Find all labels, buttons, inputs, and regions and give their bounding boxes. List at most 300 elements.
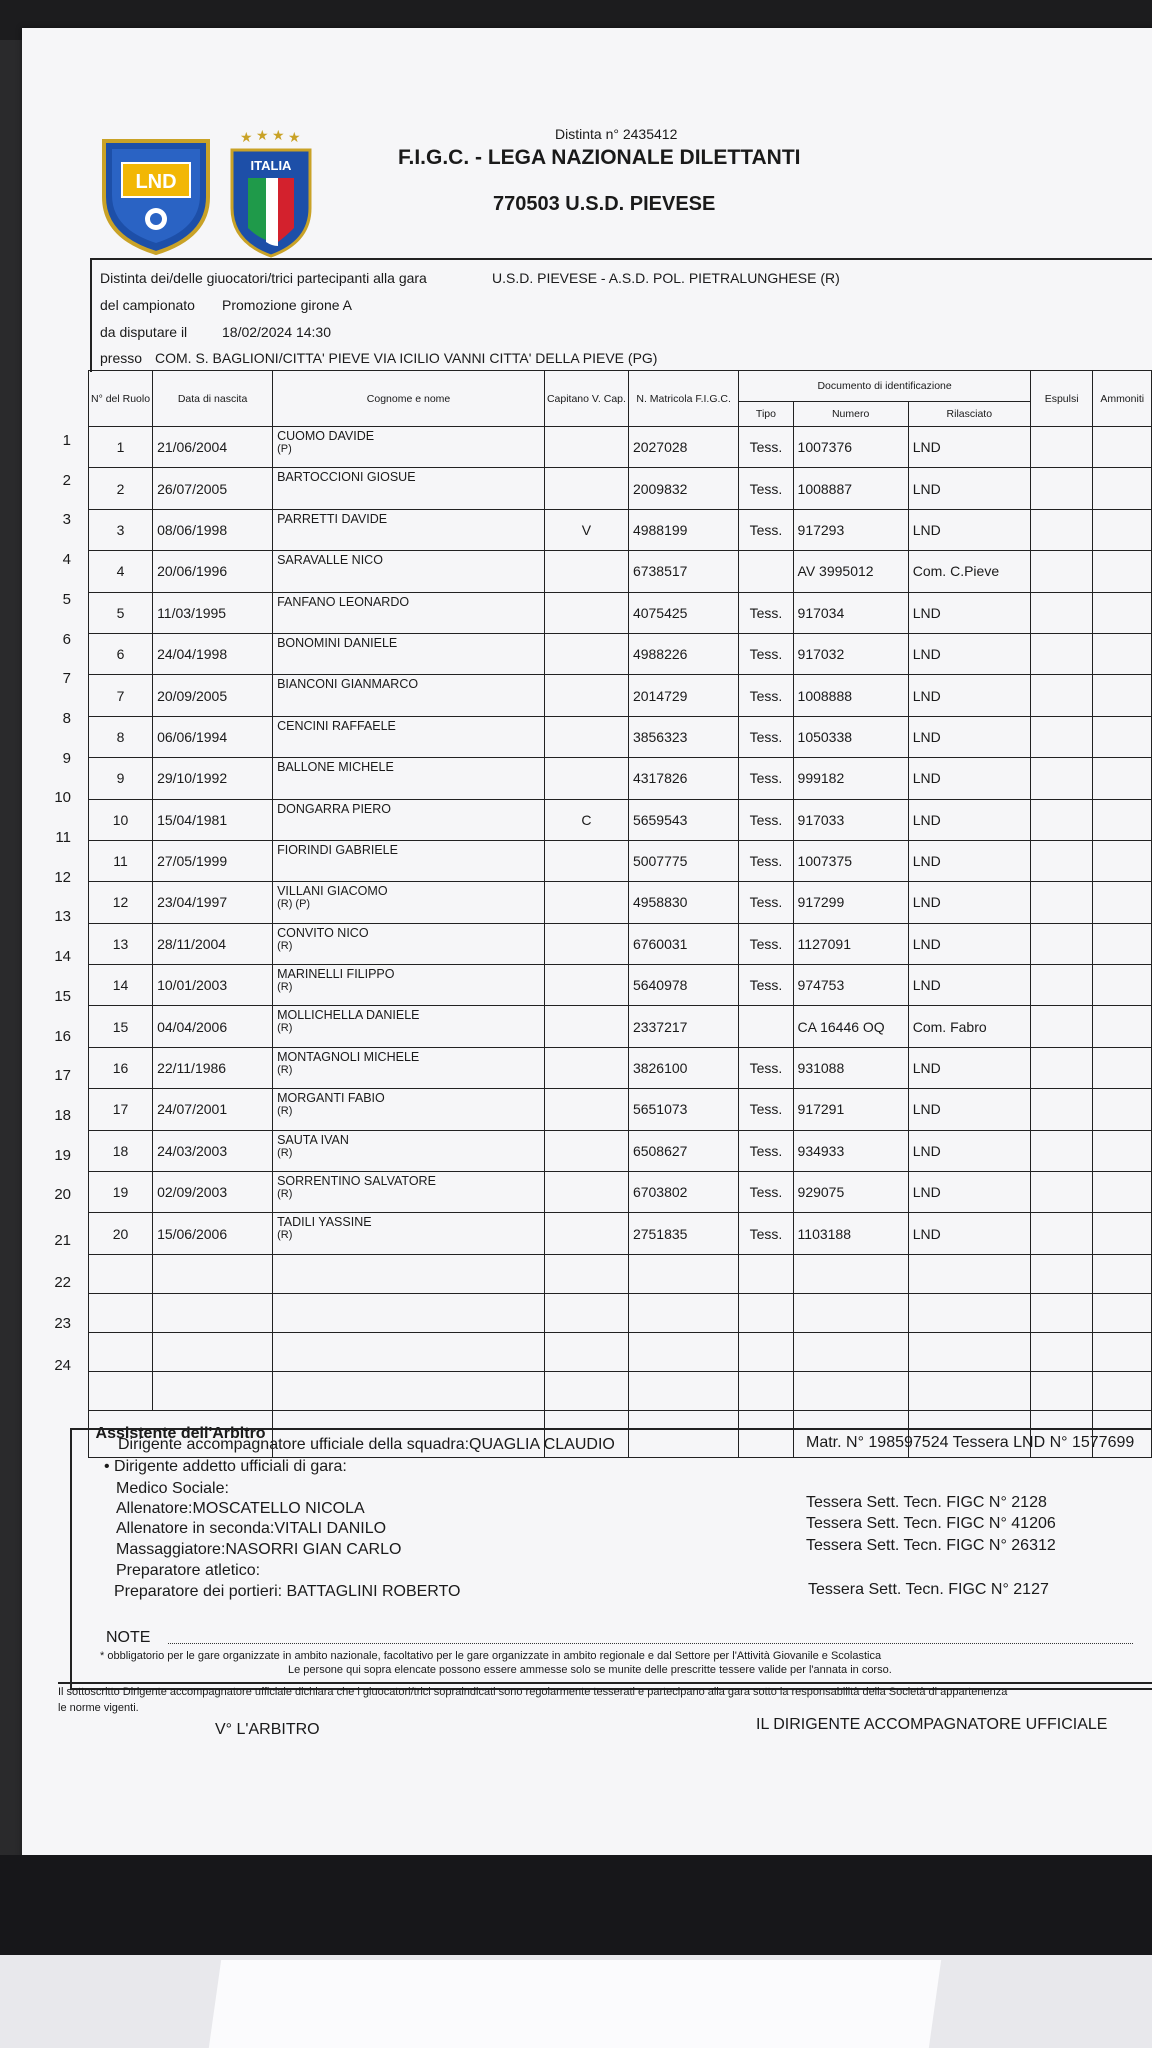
cell-ruolo: 8 <box>89 716 153 757</box>
player-name: FANFANO LEONARDO <box>277 594 410 609</box>
cell-ammoniti <box>1093 551 1152 592</box>
cell-nascita: 06/06/1994 <box>153 716 273 757</box>
cell-espulsi <box>1030 633 1093 674</box>
svg-text:★: ★ <box>288 129 301 145</box>
empty-cell <box>628 1293 738 1332</box>
empty-cell <box>908 1371 1030 1410</box>
cell-rilasciato: LND <box>908 509 1030 550</box>
cell-nascita: 04/04/2006 <box>153 1006 273 1047</box>
cell-tipo: Tess. <box>739 1047 793 1088</box>
cell-numero: 917291 <box>793 1089 908 1130</box>
empty-cell <box>544 1293 628 1332</box>
row-number: 23 <box>54 1315 71 1332</box>
empty-cell <box>544 1254 628 1293</box>
cell-ruolo: 9 <box>89 758 153 799</box>
presso-label: presso <box>100 350 143 366</box>
cell-matricola: 6760031 <box>628 923 738 964</box>
cell-nascita: 28/11/2004 <box>153 923 273 964</box>
row-number: 8 <box>62 709 71 727</box>
cell-matricola: 2009832 <box>628 468 738 509</box>
cell-nascita: 20/09/2005 <box>153 675 273 716</box>
cell-tipo: Tess. <box>739 468 793 509</box>
cell-nascita: 02/09/2003 <box>153 1172 273 1213</box>
cell-nascita: 08/06/1998 <box>153 509 273 550</box>
cell-ammoniti <box>1093 758 1152 799</box>
player-name: PARRETTI DAVIDE <box>277 511 388 526</box>
cell-tipo: Tess. <box>739 1130 793 1171</box>
col-capitano: Capitano V. Cap. <box>544 371 628 427</box>
cell-capitano <box>544 1130 628 1171</box>
cell-nascita: 15/04/1981 <box>153 799 273 840</box>
cell-capitano <box>544 592 628 633</box>
cell-tipo: Tess. <box>739 633 793 674</box>
cell-espulsi <box>1030 840 1093 881</box>
cell-ruolo: 7 <box>89 675 153 716</box>
cell-tipo: Tess. <box>739 675 793 716</box>
empty-cell <box>628 1254 738 1293</box>
cell-numero: 1103188 <box>793 1213 908 1254</box>
row-number: 15 <box>54 987 71 1005</box>
presso-value: COM. S. BAGLIONI/CITTA' PIEVE VIA ICILIO VANNI CITTA' DELLA PIEVE (PG) <box>155 350 658 366</box>
note-label: NOTE <box>106 1629 151 1646</box>
col-nome: Cognome e nome <box>273 371 545 427</box>
cell-nascita: 29/10/1992 <box>153 758 273 799</box>
player-row <box>89 509 1152 550</box>
cell-espulsi <box>1030 965 1093 1006</box>
note-dotted-line <box>168 1643 1133 1644</box>
player-name: MONTAGNOLI MICHELE <box>277 1049 420 1064</box>
empty-cell <box>793 1293 908 1332</box>
cell-ruolo: 12 <box>89 882 153 923</box>
empty-cell <box>153 1254 273 1293</box>
player-name: MORGANTI FABIO <box>277 1091 385 1106</box>
cell-ruolo: 13 <box>89 923 153 964</box>
cell-rilasciato: Com. Fabro <box>908 1006 1030 1047</box>
cell-rilasciato: Com. C.Pieve <box>908 551 1030 592</box>
cell-ammoniti <box>1093 675 1152 716</box>
cell-tipo: Tess. <box>739 923 793 964</box>
cell-espulsi <box>1030 799 1093 840</box>
col-rilasciato: Rilasciato <box>908 402 1030 427</box>
cell-ammoniti <box>1093 1047 1152 1088</box>
figc-italia-logo <box>228 128 314 258</box>
declaration-line-2: le norme vigenti. <box>58 1702 139 1714</box>
cell-espulsi <box>1030 1213 1093 1254</box>
cell-numero: 1050338 <box>793 716 908 757</box>
player-row <box>89 592 1152 633</box>
row-number: 24 <box>54 1356 71 1374</box>
cell-ammoniti <box>1093 799 1152 840</box>
row-number: 21 <box>54 1232 71 1249</box>
allenatore2-line: Allenatore in seconda:VITALI DANILO <box>116 1520 387 1537</box>
cell-matricola: 2337217 <box>628 1006 738 1047</box>
cell-rilasciato: LND <box>908 675 1030 716</box>
player-row <box>89 468 1152 509</box>
svg-text:ITALIA: ITALIA <box>250 158 292 173</box>
row-number: 12 <box>54 868 71 886</box>
cell-capitano: C <box>544 799 628 840</box>
cell-capitano: V <box>544 509 628 550</box>
empty-cell <box>153 1293 273 1332</box>
cell-capitano <box>544 468 628 509</box>
cell-matricola: 4075425 <box>628 592 738 633</box>
cell-numero: 1127091 <box>793 923 908 964</box>
empty-row <box>89 1371 1152 1410</box>
col-tipo: Tipo <box>739 402 793 427</box>
cell-ruolo: 17 <box>89 1089 153 1130</box>
empty-cell <box>908 1332 1030 1371</box>
cell-tipo <box>739 551 793 592</box>
cell-tipo: Tess. <box>739 1172 793 1213</box>
club-title: 770503 U.S.D. PIEVESE <box>493 193 716 215</box>
cell-ammoniti <box>1093 1006 1152 1047</box>
empty-cell <box>1093 1254 1152 1293</box>
cell-numero: 929075 <box>793 1172 908 1213</box>
cell-capitano <box>544 923 628 964</box>
cell-numero: 917032 <box>793 633 908 674</box>
empty-cell <box>544 1332 628 1371</box>
portieri-line: Preparatore dei portieri: BATTAGLINI ROBERTO <box>114 1583 461 1600</box>
cell-ruolo: 15 <box>89 1006 153 1047</box>
arbitro-signature-label: V° L'ARBITRO <box>215 1721 320 1738</box>
cell-rilasciato: LND <box>908 840 1030 881</box>
cell-numero: 1007376 <box>793 427 908 468</box>
cell-ruolo: 5 <box>89 592 153 633</box>
cell-ammoniti <box>1093 965 1152 1006</box>
empty-cell <box>1093 1293 1152 1332</box>
cell-capitano <box>544 1006 628 1047</box>
player-note: (R) <box>277 1063 293 1076</box>
cell-numero: 1008887 <box>793 468 908 509</box>
allenatore-tessera: Tessera Sett. Tecn. FIGC N° 2128 <box>806 1494 1047 1511</box>
note-line-2: Le persone qui sopra elencate possono essere ammesse solo se munite delle prescritte tessere valide per l'annata in corso. <box>288 1664 892 1676</box>
cell-tipo: Tess. <box>739 1213 793 1254</box>
player-note: (R) <box>277 1188 293 1201</box>
cell-ruolo: 1 <box>89 427 153 468</box>
data-value: 18/02/2024 14:30 <box>222 324 331 340</box>
row-number: 14 <box>54 948 71 966</box>
cell-nome <box>273 840 545 881</box>
cell-matricola: 6738517 <box>628 551 738 592</box>
cell-ruolo: 19 <box>89 1172 153 1213</box>
player-name: BALLONE MICHELE <box>277 760 394 775</box>
player-row <box>89 1006 1152 1047</box>
empty-cell <box>1030 1254 1093 1293</box>
cell-nome <box>273 965 545 1006</box>
row-number: 9 <box>62 749 71 767</box>
empty-cell <box>89 1332 153 1371</box>
cell-nascita: 24/04/1998 <box>153 633 273 674</box>
cell-espulsi <box>1030 716 1093 757</box>
cell-nascita: 20/06/1996 <box>153 551 273 592</box>
cell-nascita: 24/03/2003 <box>153 1130 273 1171</box>
cell-numero: 917034 <box>793 592 908 633</box>
campionato-value: Promozione girone A <box>222 297 352 313</box>
cell-rilasciato: LND <box>908 923 1030 964</box>
empty-cell <box>273 1332 545 1371</box>
row-number: 3 <box>62 511 71 529</box>
cell-espulsi <box>1030 1047 1093 1088</box>
player-name: FIORINDI GABRIELE <box>277 842 398 857</box>
cell-capitano <box>544 716 628 757</box>
empty-cell <box>89 1371 153 1410</box>
empty-cell <box>739 1371 793 1410</box>
player-row <box>89 923 1152 964</box>
match-teams: U.S.D. PIEVESE - A.S.D. POL. PIETRALUNGHESE (R) <box>492 270 840 286</box>
empty-row <box>89 1332 1152 1371</box>
empty-cell <box>793 1254 908 1293</box>
row-number: 11 <box>55 829 71 846</box>
cell-espulsi <box>1030 509 1093 550</box>
cell-capitano <box>544 675 628 716</box>
cell-matricola: 5640978 <box>628 965 738 1006</box>
cell-espulsi <box>1030 427 1093 468</box>
cell-capitano <box>544 1213 628 1254</box>
cell-ruolo: 14 <box>89 965 153 1006</box>
player-name: TADILI YASSINE <box>277 1215 372 1230</box>
campionato-label: del campionato <box>100 297 195 313</box>
cell-nascita: 22/11/1986 <box>153 1047 273 1088</box>
cell-matricola: 5007775 <box>628 840 738 881</box>
cell-ammoniti <box>1093 592 1152 633</box>
empty-cell <box>89 1254 153 1293</box>
empty-cell <box>793 1332 908 1371</box>
cell-matricola: 6703802 <box>628 1172 738 1213</box>
player-row <box>89 1089 1152 1130</box>
cell-espulsi <box>1030 923 1093 964</box>
cell-nome <box>273 468 545 509</box>
row-number: 19 <box>54 1146 71 1164</box>
player-name: CONVITO NICO <box>277 925 369 940</box>
empty-cell <box>544 1371 628 1410</box>
col-ruolo: N° del Ruolo <box>89 371 153 427</box>
cell-ruolo: 4 <box>89 551 153 592</box>
player-name: DONGARRA PIERO <box>277 801 392 816</box>
cell-tipo: Tess. <box>739 799 793 840</box>
dirigente-line: Dirigente accompagnatore ufficiale della squadra:QUAGLIA CLAUDIO <box>118 1436 615 1453</box>
row-number: 16 <box>54 1027 71 1045</box>
cell-rilasciato: LND <box>908 1130 1030 1171</box>
player-name: BARTOCCIONI GIOSUE <box>277 470 416 485</box>
row-number: 22 <box>54 1273 71 1291</box>
cell-rilasciato: LND <box>908 882 1030 923</box>
cell-espulsi <box>1030 1006 1093 1047</box>
cell-nome <box>273 1006 545 1047</box>
distinta-number: Distinta n° 2435412 <box>555 126 678 142</box>
cell-ruolo: 10 <box>89 799 153 840</box>
cell-capitano <box>544 840 628 881</box>
cell-matricola: 5659543 <box>628 799 738 840</box>
cell-nome <box>273 1172 545 1213</box>
col-matricola: N. Matricola F.I.G.C. <box>628 371 738 427</box>
player-row <box>89 840 1152 881</box>
cell-numero: 917293 <box>793 509 908 550</box>
note-line-1: * obbligatorio per le gare organizzate in ambito nazionale, facoltativo per le gare organizzate in ambito regionale e dal Settore per l'Attività Giovanile e Scolastica <box>100 1650 882 1662</box>
cell-ruolo: 6 <box>89 633 153 674</box>
row-number: 1 <box>62 432 71 449</box>
row-number: 18 <box>54 1106 71 1124</box>
dirigente-signature-label: IL DIRIGENTE ACCOMPAGNATORE UFFICIALE <box>756 1716 1108 1733</box>
player-name: CENCINI RAFFAELE <box>277 718 396 733</box>
empty-cell <box>908 1254 1030 1293</box>
cell-nome <box>273 509 545 550</box>
cell-matricola: 2014729 <box>628 675 738 716</box>
empty-cell <box>153 1332 273 1371</box>
empty-row <box>89 1254 1152 1293</box>
cell-nome <box>273 799 545 840</box>
cell-espulsi <box>1030 468 1093 509</box>
player-row <box>89 799 1152 840</box>
row-number: 13 <box>54 908 71 926</box>
player-note: (R) <box>277 1229 293 1242</box>
federation-title: F.I.G.C. - LEGA NAZIONALE DILETTANTI <box>398 146 801 169</box>
cell-espulsi <box>1030 675 1093 716</box>
svg-text:★: ★ <box>256 128 269 143</box>
cell-tipo: Tess. <box>739 716 793 757</box>
cell-matricola: 3826100 <box>628 1047 738 1088</box>
cell-nome <box>273 675 545 716</box>
cell-numero: 917033 <box>793 799 908 840</box>
cell-matricola: 3856323 <box>628 716 738 757</box>
background-bottom <box>0 1855 1152 1955</box>
player-row <box>89 675 1152 716</box>
player-note: (R) <box>277 1022 293 1035</box>
cell-ammoniti <box>1093 840 1152 881</box>
cell-capitano <box>544 758 628 799</box>
cell-ruolo: 16 <box>89 1047 153 1088</box>
cell-rilasciato: LND <box>908 1172 1030 1213</box>
cell-ammoniti <box>1093 1130 1152 1171</box>
cell-nascita: 15/06/2006 <box>153 1213 273 1254</box>
cell-rilasciato: LND <box>908 716 1030 757</box>
second-paper-corner <box>209 1960 941 2048</box>
cell-capitano <box>544 882 628 923</box>
cell-ammoniti <box>1093 923 1152 964</box>
player-row <box>89 882 1152 923</box>
player-row <box>89 1130 1152 1171</box>
svg-text:LND: LND <box>135 171 177 193</box>
player-note: (R) <box>277 1146 293 1159</box>
empty-cell <box>793 1371 908 1410</box>
cell-nome <box>273 758 545 799</box>
player-name: MOLLICHELLA DANIELE <box>277 1008 420 1023</box>
empty-cell <box>1030 1371 1093 1410</box>
cell-matricola: 4958830 <box>628 882 738 923</box>
cell-tipo: Tess. <box>739 509 793 550</box>
cell-ruolo: 18 <box>89 1130 153 1171</box>
cell-espulsi <box>1030 592 1093 633</box>
cell-capitano <box>544 1047 628 1088</box>
player-note: (R) <box>277 1105 293 1118</box>
cell-espulsi <box>1030 882 1093 923</box>
cell-matricola: 4317826 <box>628 758 738 799</box>
empty-cell <box>153 1371 273 1410</box>
cell-capitano <box>544 1172 628 1213</box>
player-row <box>89 1172 1152 1213</box>
col-ammoniti: Ammoniti <box>1093 371 1152 427</box>
cell-ammoniti <box>1093 633 1152 674</box>
cell-matricola: 2751835 <box>628 1213 738 1254</box>
cell-nascita: 10/01/2003 <box>153 965 273 1006</box>
assistente-label: Assistente dell'Arbitro <box>89 1410 273 1457</box>
cell-capitano <box>544 633 628 674</box>
cell-nascita: 24/07/2001 <box>153 1089 273 1130</box>
cell-espulsi <box>1030 551 1093 592</box>
cell-tipo: Tess. <box>739 592 793 633</box>
empty-cell <box>1093 1371 1152 1410</box>
cell-nome <box>273 923 545 964</box>
player-row <box>89 1047 1152 1088</box>
allenatore-line: Allenatore:MOSCATELLO NICOLA <box>116 1500 365 1517</box>
cell-tipo: Tess. <box>739 965 793 1006</box>
empty-cell <box>1030 1332 1093 1371</box>
row-number: 7 <box>62 670 71 688</box>
player-row <box>89 551 1152 592</box>
cell-tipo <box>739 1006 793 1047</box>
cell-nascita: 26/07/2005 <box>153 468 273 509</box>
cell-ammoniti <box>1093 716 1152 757</box>
footer-divider <box>58 1682 1152 1684</box>
cell-numero: CA 16446 OQ <box>793 1006 908 1047</box>
cell-rilasciato: LND <box>908 965 1030 1006</box>
cell-nome <box>273 1047 545 1088</box>
cell-numero: 1007375 <box>793 840 908 881</box>
player-row <box>89 965 1152 1006</box>
cell-nome <box>273 633 545 674</box>
cell-numero: 1008888 <box>793 675 908 716</box>
empty-cell <box>273 1293 545 1332</box>
player-name: SAUTA IVAN <box>277 1132 349 1147</box>
cell-nome <box>273 1089 545 1130</box>
col-nascita: Data di nascita <box>153 371 273 427</box>
cell-matricola: 6508627 <box>628 1130 738 1171</box>
addetto-line: • Dirigente addetto ufficiali di gara: <box>104 1458 347 1475</box>
massaggiatore-line: Massaggiatore:NASORRI GIAN CARLO <box>116 1541 402 1558</box>
player-note: (P) <box>277 443 292 455</box>
cell-ammoniti <box>1093 1089 1152 1130</box>
cell-rilasciato: LND <box>908 1047 1030 1088</box>
player-name: MARINELLI FILIPPO <box>277 967 395 982</box>
row-number: 6 <box>62 630 71 648</box>
empty-cell <box>739 1254 793 1293</box>
empty-cell <box>628 1332 738 1371</box>
cell-ammoniti <box>1093 427 1152 468</box>
cell-tipo: Tess. <box>739 882 793 923</box>
player-name: SARAVALLE NICO <box>277 553 383 568</box>
cell-ruolo: 20 <box>89 1213 153 1254</box>
col-espulsi: Espulsi <box>1030 371 1093 427</box>
cell-capitano <box>544 551 628 592</box>
data-label: da disputare il <box>100 324 188 340</box>
cell-ammoniti <box>1093 468 1152 509</box>
player-name: CUOMO DAVIDE <box>277 429 375 443</box>
svg-text:★: ★ <box>272 128 285 143</box>
cell-nascita: 11/03/1995 <box>153 592 273 633</box>
preparatore-line: Preparatore atletico: <box>116 1562 261 1579</box>
empty-cell <box>1093 1332 1152 1371</box>
cell-numero: 974753 <box>793 965 908 1006</box>
cell-capitano <box>544 965 628 1006</box>
cell-ammoniti <box>1093 882 1152 923</box>
empty-row <box>89 1293 1152 1332</box>
cell-tipo: Tess. <box>739 427 793 468</box>
declaration-line-1: Il sottoscritto Dirigente accompagnatore ufficiale dichiara che i giuocatori/trici sopraindicati sono regolarmente tesserati e partecipano alla gara sotto la responsabilità della Società di appartenenza <box>58 1686 1008 1698</box>
empty-cell <box>739 1293 793 1332</box>
cell-nome <box>273 1213 545 1254</box>
empty-cell <box>273 1254 545 1293</box>
cell-nascita: 21/06/2004 <box>153 427 273 468</box>
cell-numero: 931088 <box>793 1047 908 1088</box>
